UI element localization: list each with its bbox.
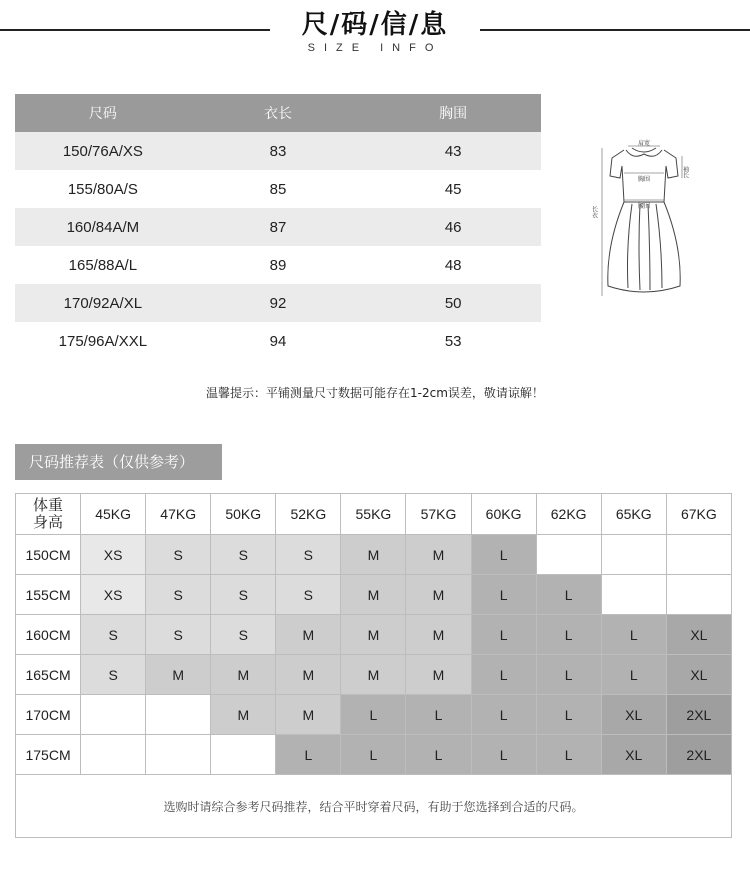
recommend-size-cell: M: [341, 575, 406, 615]
recommend-size-cell: S: [276, 575, 341, 615]
size-cell: 165/88A/L: [68, 256, 138, 274]
recommend-size-cell: XS: [81, 575, 146, 615]
label-shoulder: 肩宽: [638, 140, 651, 147]
recommend-size-cell: [666, 575, 731, 615]
recommend-size-cell: S: [146, 535, 211, 575]
recommend-size-cell: L: [536, 615, 601, 655]
height-cell: 170CM: [16, 695, 81, 735]
recommend-row: [16, 535, 732, 575]
recommend-row: [16, 695, 732, 735]
recommend-size-cell: M: [211, 655, 276, 695]
recommend-size-cell: L: [601, 655, 666, 695]
size-info-table: [15, 94, 541, 360]
page-title: 尺/码/信/息: [301, 10, 449, 40]
recommend-size-cell: [601, 535, 666, 575]
height-cell: 150CM: [16, 535, 81, 575]
recommend-size-cell: M: [211, 695, 276, 735]
height-cell: 165CM: [16, 655, 81, 695]
recommend-size-cell: L: [276, 735, 341, 775]
length-cell: 92: [191, 284, 366, 322]
recommend-footer-row: [16, 775, 732, 838]
recommend-size-cell: S: [81, 655, 146, 695]
length-cell: 89: [269, 256, 287, 274]
header-line-left: [0, 29, 270, 31]
weight-header: 60KG: [471, 494, 536, 535]
weight-header: 65KG: [601, 494, 666, 535]
size-table-row: [15, 322, 541, 360]
recommend-size-cell: M: [406, 535, 471, 575]
corner-height: 身高: [33, 513, 64, 531]
recommend-size-cell: L: [601, 615, 666, 655]
recommend-row: [16, 735, 732, 775]
recommend-size-cell: L: [406, 695, 471, 735]
recommend-size-cell: S: [146, 615, 211, 655]
recommend-size-cell: S: [211, 575, 276, 615]
recommend-header-row: [16, 494, 732, 535]
size-table-row: [15, 246, 541, 284]
length-cell: 94: [269, 332, 287, 350]
recommend-row: [16, 655, 732, 695]
weight-header: 67KG: [666, 494, 731, 535]
length-cell: 85: [269, 180, 287, 198]
recommend-size-cell: L: [406, 735, 471, 775]
recommend-section-label: 尺码推荐表（仅供参考）: [15, 444, 222, 480]
size-table-row: [15, 132, 541, 170]
recommend-size-cell: XL: [601, 735, 666, 775]
recommend-size-cell: L: [536, 655, 601, 695]
recommend-size-cell: L: [471, 735, 536, 775]
length-cell: 83: [191, 132, 366, 170]
recommend-size-cell: L: [536, 735, 601, 775]
length-cell: 87: [191, 208, 366, 246]
size-table-row: [15, 170, 541, 208]
recommend-size-cell: L: [536, 695, 601, 735]
size-table-row: [15, 208, 541, 246]
height-cell: 175CM: [16, 735, 81, 775]
recommend-size-cell: L: [471, 535, 536, 575]
label-waist: 腰围: [638, 203, 651, 210]
label-length: 长衣: [590, 206, 598, 218]
height-cell: 160CM: [16, 615, 81, 655]
recommend-size-cell: S: [146, 575, 211, 615]
recommend-size-cell: M: [406, 575, 471, 615]
chest-cell: 45: [444, 180, 462, 198]
recommend-size-cell: [601, 575, 666, 615]
recommend-size-cell: L: [471, 655, 536, 695]
size-recommend-table: [15, 493, 732, 838]
recommend-size-cell: M: [341, 535, 406, 575]
recommend-size-cell: 2XL: [666, 735, 731, 775]
recommend-size-cell: M: [276, 615, 341, 655]
size-table-row: [15, 284, 541, 322]
header-length: 衣长: [191, 94, 366, 132]
recommend-size-cell: M: [341, 655, 406, 695]
header-line-right: [480, 29, 750, 31]
recommend-size-cell: M: [406, 655, 471, 695]
weight-header: 50KG: [211, 494, 276, 535]
recommend-size-cell: S: [211, 615, 276, 655]
recommend-size-cell: [211, 735, 276, 775]
recommend-size-cell: XL: [666, 615, 731, 655]
recommend-size-cell: L: [471, 695, 536, 735]
size-cell: 155/80A/S: [67, 180, 138, 198]
recommend-size-cell: M: [276, 695, 341, 735]
recommend-size-cell: L: [341, 735, 406, 775]
corner-weight: 体重: [33, 496, 64, 514]
recommend-size-cell: S: [81, 615, 146, 655]
page-subtitle: SIZE INFO: [307, 42, 443, 54]
recommend-size-cell: S: [211, 535, 276, 575]
size-cell: 170/92A/XL: [15, 284, 191, 322]
weight-header: 62KG: [536, 494, 601, 535]
chest-cell: 46: [365, 208, 541, 246]
weight-header: 55KG: [341, 494, 406, 535]
size-cell: 160/84A/M: [15, 208, 191, 246]
chest-cell: 50: [365, 284, 541, 322]
recommend-size-cell: M: [146, 655, 211, 695]
recommend-size-cell: L: [341, 695, 406, 735]
chest-cell: 53: [444, 332, 462, 350]
recommend-size-cell: L: [471, 575, 536, 615]
recommend-size-cell: XL: [666, 655, 731, 695]
recommend-size-cell: S: [276, 535, 341, 575]
recommend-size-cell: 2XL: [666, 695, 731, 735]
recommend-size-cell: M: [406, 615, 471, 655]
chest-cell: 43: [365, 132, 541, 170]
label-chest: 胸围: [638, 176, 651, 183]
label-sleeve: 袖长: [681, 166, 689, 178]
dress-measurement-diagram: [588, 136, 704, 304]
weight-header: 47KG: [146, 494, 211, 535]
height-cell: 155CM: [16, 575, 81, 615]
weight-header: 57KG: [406, 494, 471, 535]
recommend-size-cell: M: [276, 655, 341, 695]
recommend-size-cell: [146, 735, 211, 775]
recommend-row: [16, 615, 732, 655]
recommend-size-cell: L: [471, 615, 536, 655]
recommend-size-cell: [146, 695, 211, 735]
recommend-row: [16, 575, 732, 615]
recommend-footer: 选购时请综合参考尺码推荐，结合平时穿着尺码，有助于您选择到合适的尺码。: [16, 775, 732, 838]
measurement-note: 温馨提示：平铺测量尺寸数据可能存在1-2cm误差，敬请谅解！: [206, 386, 544, 400]
recommend-size-cell: XS: [81, 535, 146, 575]
recommend-size-cell: [666, 535, 731, 575]
size-table-header: [15, 94, 541, 132]
weight-header: 45KG: [81, 494, 146, 535]
recommend-size-cell: L: [536, 575, 601, 615]
recommend-size-cell: [81, 735, 146, 775]
header-chest: 胸围: [365, 94, 541, 132]
weight-header: 52KG: [276, 494, 341, 535]
chest-cell: 48: [444, 256, 462, 274]
recommend-size-cell: XL: [601, 695, 666, 735]
recommend-size-cell: [81, 695, 146, 735]
size-cell: 150/76A/XS: [15, 132, 191, 170]
header-size: 尺码: [15, 94, 191, 132]
recommend-size-cell: M: [341, 615, 406, 655]
size-cell: 175/96A/XXL: [58, 332, 148, 350]
corner-cell: [16, 494, 81, 535]
recommend-size-cell: [536, 535, 601, 575]
